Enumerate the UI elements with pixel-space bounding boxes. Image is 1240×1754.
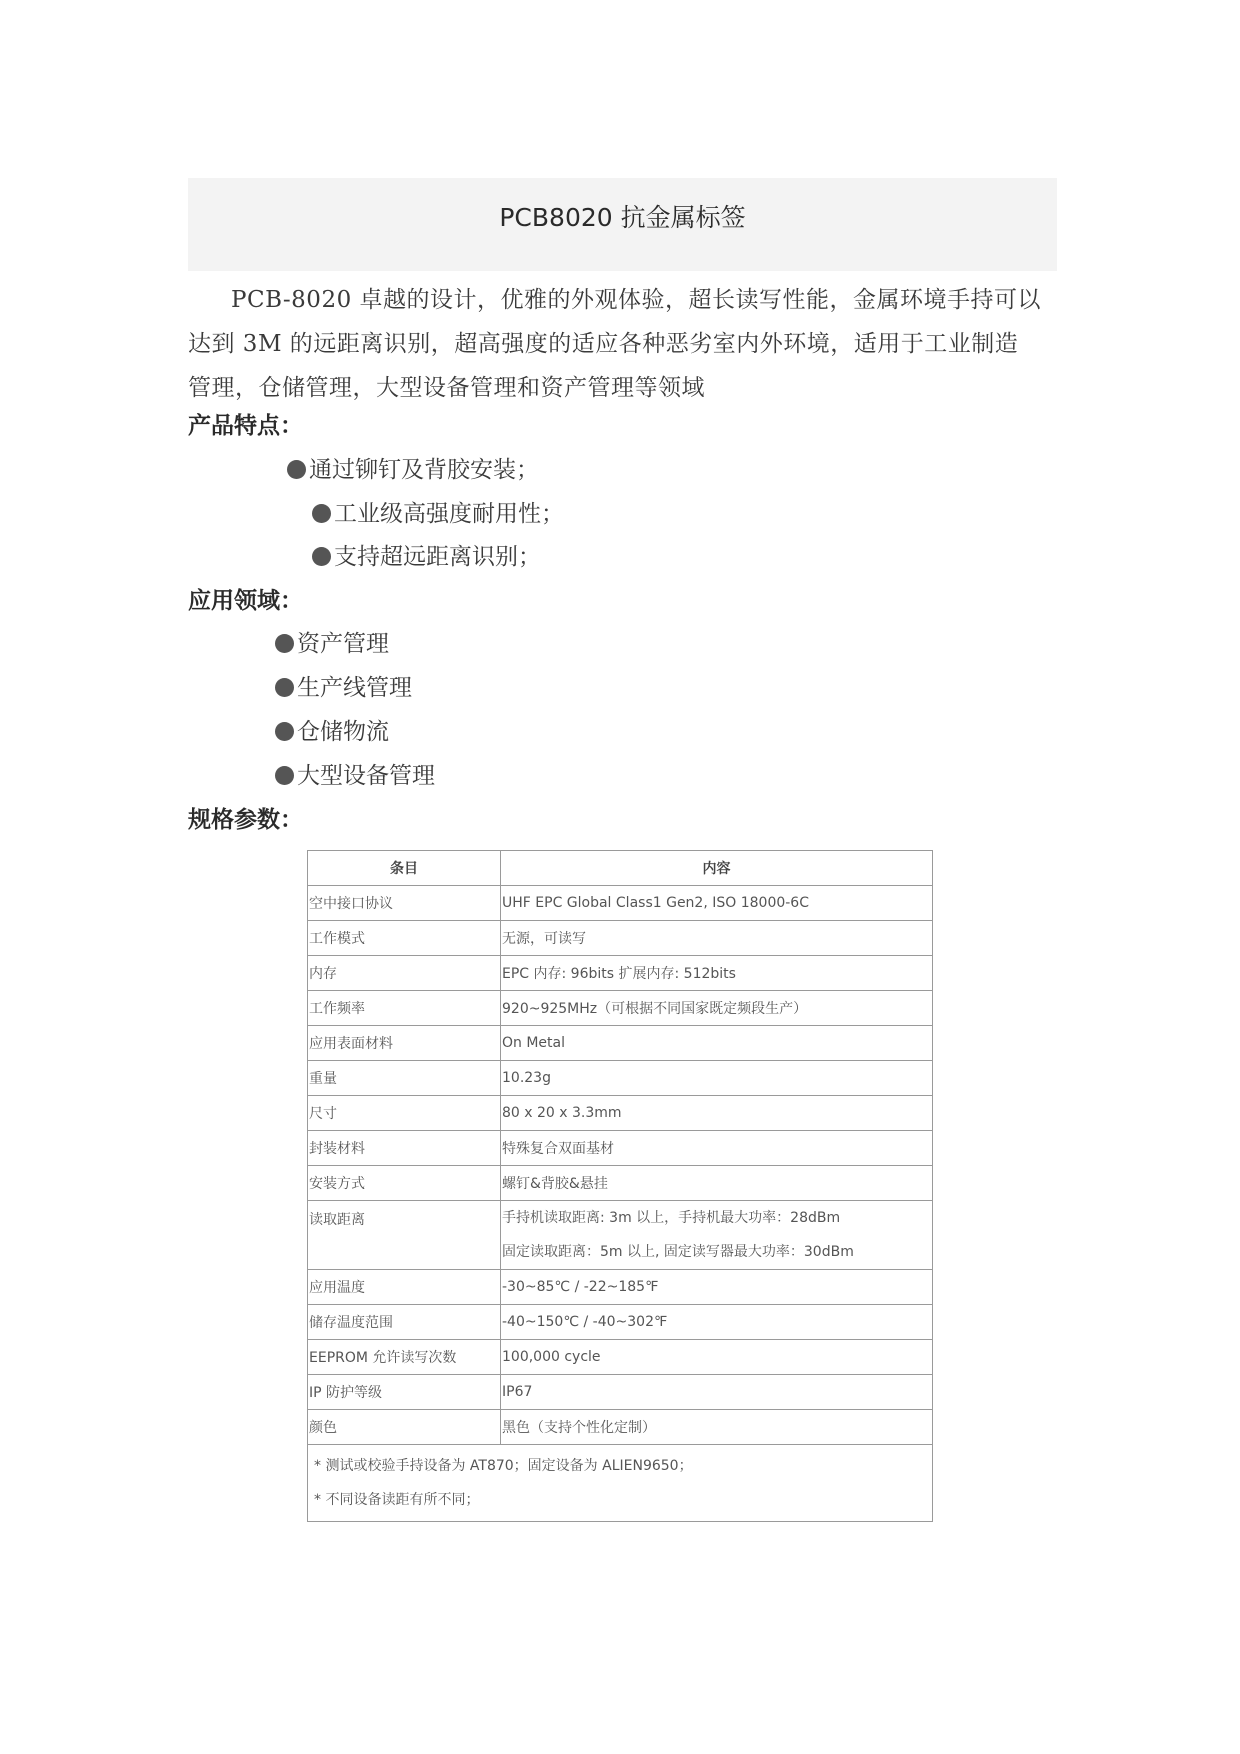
table-row <box>308 1096 933 1131</box>
table-row <box>308 886 933 921</box>
table-row <box>308 1026 933 1061</box>
application-item <box>275 622 389 666</box>
intro-paragraph <box>188 278 1058 410</box>
bullet-dot-icon <box>275 766 294 785</box>
application-item <box>275 754 435 798</box>
spec-key: 工作模式 <box>308 921 501 956</box>
read-range-handheld: 手持机读取距离: 3m 以上，手持机最大功率：28dBm <box>502 1210 841 1226</box>
bullet-dot-icon <box>275 722 294 741</box>
application-text: 仓储物流 <box>297 719 389 745</box>
application-item <box>275 666 412 710</box>
spec-key: IP 防护等级 <box>308 1375 501 1410</box>
spec-key: 内存 <box>308 956 501 991</box>
table-row <box>308 1166 933 1201</box>
title-band <box>188 178 1057 271</box>
spec-value: 螺钉&背胶&悬挂 <box>501 1166 933 1201</box>
spec-value: 920~925MHz（可根据不同国家既定频段生产） <box>501 991 933 1026</box>
table-row-read-range <box>308 1201 933 1270</box>
spec-key: 读取距离 <box>308 1201 501 1270</box>
bullet-dot-icon <box>312 504 331 523</box>
spec-key: 尺寸 <box>308 1096 501 1131</box>
application-text: 资产管理 <box>297 631 389 657</box>
spec-value: 100,000 cycle <box>501 1340 933 1375</box>
spec-key: 重量 <box>308 1061 501 1096</box>
spec-value: -40~150℃ / -40~302℉ <box>501 1305 933 1340</box>
notes-row <box>308 1445 933 1522</box>
read-range-fixed: 固定读取距离：5m 以上, 固定读写器最大功率：30dBm <box>502 1244 854 1260</box>
spec-value: 特殊复合双面基材 <box>501 1131 933 1166</box>
spec-key: 封装材料 <box>308 1131 501 1166</box>
table-row <box>308 1375 933 1410</box>
table-row <box>308 991 933 1026</box>
table-row <box>308 921 933 956</box>
applications-heading: 应用领域： <box>188 588 303 614</box>
table-row <box>308 1340 933 1375</box>
intro-line: 达到 3M 的远距离识别，超高强度的适应各种恶劣室内外环境，适用于工业制造 <box>188 331 1019 357</box>
bullet-dot-icon <box>312 547 331 566</box>
header-key: 条目 <box>308 851 501 886</box>
table-row <box>308 1270 933 1305</box>
spec-value: -30~85℃ / -22~185℉ <box>501 1270 933 1305</box>
feature-text: 通过铆钉及背胶安装； <box>309 457 539 483</box>
spec-key: 应用温度 <box>308 1270 501 1305</box>
spec-key: 储存温度范围 <box>308 1305 501 1340</box>
table-row <box>308 1061 933 1096</box>
spec-key: 颜色 <box>308 1410 501 1445</box>
page-title: PCB8020 抗金属标签 <box>499 203 746 232</box>
specs-heading: 规格参数： <box>188 807 303 833</box>
table-row <box>308 1131 933 1166</box>
spec-key: EEPROM 允许读写次数 <box>308 1340 501 1375</box>
spec-value: 黑色（支持个性化定制） <box>501 1410 933 1445</box>
spec-value: 无源，可读写 <box>501 921 933 956</box>
spec-value: 80 x 20 x 3.3mm <box>501 1096 933 1131</box>
header-value: 内容 <box>501 851 933 886</box>
intro-line: 管理，仓储管理，大型设备管理和资产管理等领域 <box>188 375 705 401</box>
table-row <box>308 956 933 991</box>
notes-cell <box>308 1445 933 1522</box>
bullet-dot-icon <box>287 460 306 479</box>
spec-key: 工作频率 <box>308 991 501 1026</box>
feature-text: 支持超远距离识别； <box>334 544 541 570</box>
spec-table <box>307 850 933 1522</box>
application-text: 生产线管理 <box>297 675 412 701</box>
bullet-dot-icon <box>275 678 294 697</box>
features-heading: 产品特点： <box>188 413 303 439</box>
spec-value: On Metal <box>501 1026 933 1061</box>
spec-key: 应用表面材料 <box>308 1026 501 1061</box>
spec-value: EPC 内存: 96bits 扩展内存: 512bits <box>501 956 933 991</box>
table-row <box>308 1305 933 1340</box>
spec-key: 安装方式 <box>308 1166 501 1201</box>
intro-line: PCB-8020 卓越的设计，优雅的外观体验，超长读写性能，金属环境手持可以 <box>231 287 1042 313</box>
feature-item <box>312 535 541 579</box>
note-text: * 不同设备读距有所不同； <box>314 1492 480 1508</box>
feature-item <box>287 448 539 492</box>
spec-value: 10.23g <box>501 1061 933 1096</box>
application-text: 大型设备管理 <box>297 763 435 789</box>
application-item <box>275 710 389 754</box>
spec-value: UHF EPC Global Class1 Gen2, ISO 18000-6C <box>501 886 933 921</box>
spec-value <box>501 1201 933 1270</box>
spec-header-row <box>308 851 933 886</box>
feature-item <box>312 492 564 536</box>
table-row <box>308 1410 933 1445</box>
feature-text: 工业级高强度耐用性； <box>334 501 564 527</box>
bullet-dot-icon <box>275 634 294 653</box>
note-text: * 测试或校验手持设备为 AT870；固定设备为 ALIEN9650； <box>314 1458 693 1474</box>
spec-key: 空中接口协议 <box>308 886 501 921</box>
spec-value: IP67 <box>501 1375 933 1410</box>
